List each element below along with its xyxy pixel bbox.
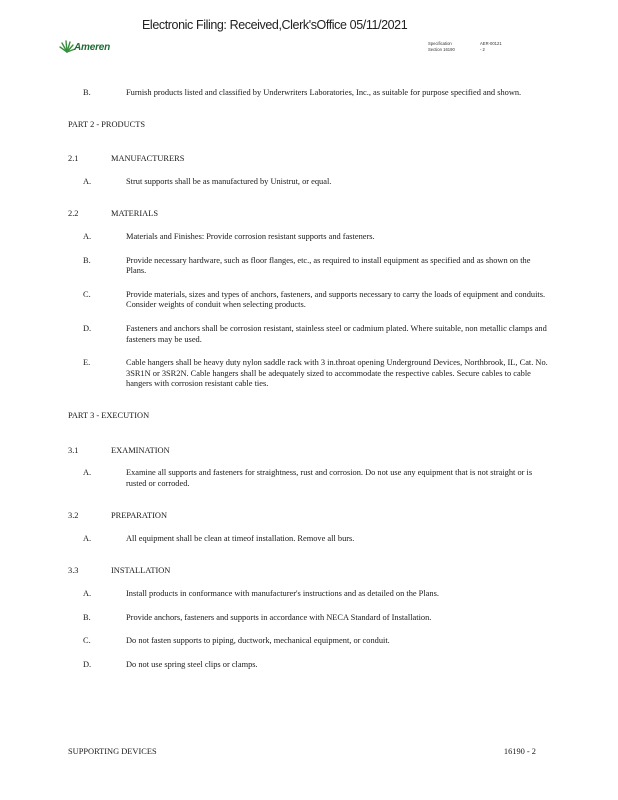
section-number: 3.3 [68, 566, 79, 576]
spec-value: AER-00121 [480, 41, 502, 46]
list-item-label: B. [83, 255, 91, 265]
list-item-text: Strut supports shall be as manufactured by Unistrut, or equal. [126, 176, 332, 186]
section-heading [68, 154, 548, 165]
section-heading [68, 209, 548, 220]
list-item-label: B. [83, 612, 91, 622]
section-title: INSTALLATION [111, 566, 171, 576]
list-item-label: A. [83, 533, 92, 543]
spec-label: Specification [428, 41, 452, 46]
filing-stamp: Electronic Filing: Received,Clerk'sOffice 05/11/2021 [142, 18, 408, 32]
list-item [68, 589, 548, 600]
logo-text: Ameren [74, 42, 111, 53]
list-item-label: C. [83, 636, 91, 646]
list-item-text: Do not use spring steel clips or clamps. [126, 659, 258, 669]
section-number: 3.2 [68, 511, 79, 521]
spec-block [428, 41, 502, 53]
list-item-label: A. [83, 176, 92, 186]
spec-row [428, 47, 502, 53]
list-item-text: Provide anchors, fasteners and supports in accordance with NECA Standard of Installation. [126, 612, 432, 622]
list-item-label: D. [83, 323, 92, 333]
section-number: 3.1 [68, 445, 79, 455]
list-item-label: A. [83, 231, 92, 241]
spec-label: Section 16190 [428, 47, 455, 52]
list-item [68, 324, 548, 345]
section-title: MANUFACTURERS [111, 154, 185, 164]
list-item-text: Cable hangers shall be heavy duty nylon saddle rack with 3 in.throat opening Underground Devices, Northbrook, IL, Cat. No. 3SR1N or 3SR2N. Cable hangers shall be adequately sized to accommodate the respective cables. Secure cables to cable hangers with corrosion resistant cable ties. [126, 358, 548, 389]
ameren-logo [58, 40, 110, 54]
list-item-label: B. [83, 88, 91, 97]
list-item-text: Fasteners and anchors shall be corrosion resistant, stainless steel or cadmium plated. Where suitable, non metallic clamps and fasteners may be used. [126, 323, 547, 344]
list-item-label: C. [83, 289, 91, 299]
list-item [68, 232, 548, 243]
footer-title: SUPPORTING DEVICES [68, 747, 157, 756]
list-item [68, 613, 548, 624]
list-item-text: Examine all supports and fasteners for straightness, rust and corrosion. Do not use any equipment that is not straight or is rusted or corroded. [126, 468, 533, 488]
list-item [68, 534, 548, 545]
section-title: PREPARATION [111, 511, 168, 521]
list-item-label: D. [83, 659, 92, 669]
list-item [68, 256, 548, 277]
list-item [68, 88, 548, 99]
list-item-text: Do not fasten supports to piping, ductwork, mechanical equipment, or conduit. [126, 636, 390, 646]
list-item-text: Furnish products listed and classified by Underwriters Laboratories, Inc., as suitable for purpose specified and shown. [126, 88, 522, 97]
list-item-text: All equipment shall be clean at timeof installation. Remove all burs. [126, 533, 355, 543]
list-item-text: Materials and Finishes: Provide corrosion resistant supports and fasteners. [126, 231, 375, 241]
list-item-label: A. [83, 468, 92, 478]
list-item-text: Provide necessary hardware, such as floor flanges, etc., as required to install equipment as specified and as shown on the Plans. [126, 255, 531, 276]
list-item [68, 177, 548, 188]
list-item [68, 636, 548, 647]
page-footer [68, 747, 536, 756]
section-heading [68, 566, 548, 577]
list-item [68, 290, 548, 311]
section-number: 2.1 [68, 154, 79, 164]
section-title: EXAMINATION [111, 445, 170, 455]
list-item [68, 468, 548, 489]
section-heading [68, 446, 548, 457]
section-heading [68, 511, 548, 522]
list-item [68, 660, 548, 671]
document-body [68, 88, 548, 670]
footer-page-number: 16190 - 2 [503, 747, 536, 756]
section-number: 2.2 [68, 209, 79, 219]
list-item-label: E. [83, 358, 91, 368]
list-item [68, 358, 548, 390]
part-heading: PART 2 - PRODUCTS [68, 119, 145, 129]
list-item-label: A. [83, 589, 92, 599]
list-item-text: Provide materials, sizes and types of anchors, fasteners, and supports necessary to carry the loads of equipment and conduits. Consider weights of conduit when selecting products. [126, 289, 546, 310]
list-item-text: Install products in conformance with manufacturer's instructions and as detailed on the Plans. [126, 589, 439, 599]
part-heading: PART 3 - EXECUTION [68, 410, 150, 420]
spec-value: - 2 [480, 47, 485, 52]
section-title: MATERIALS [111, 209, 158, 219]
